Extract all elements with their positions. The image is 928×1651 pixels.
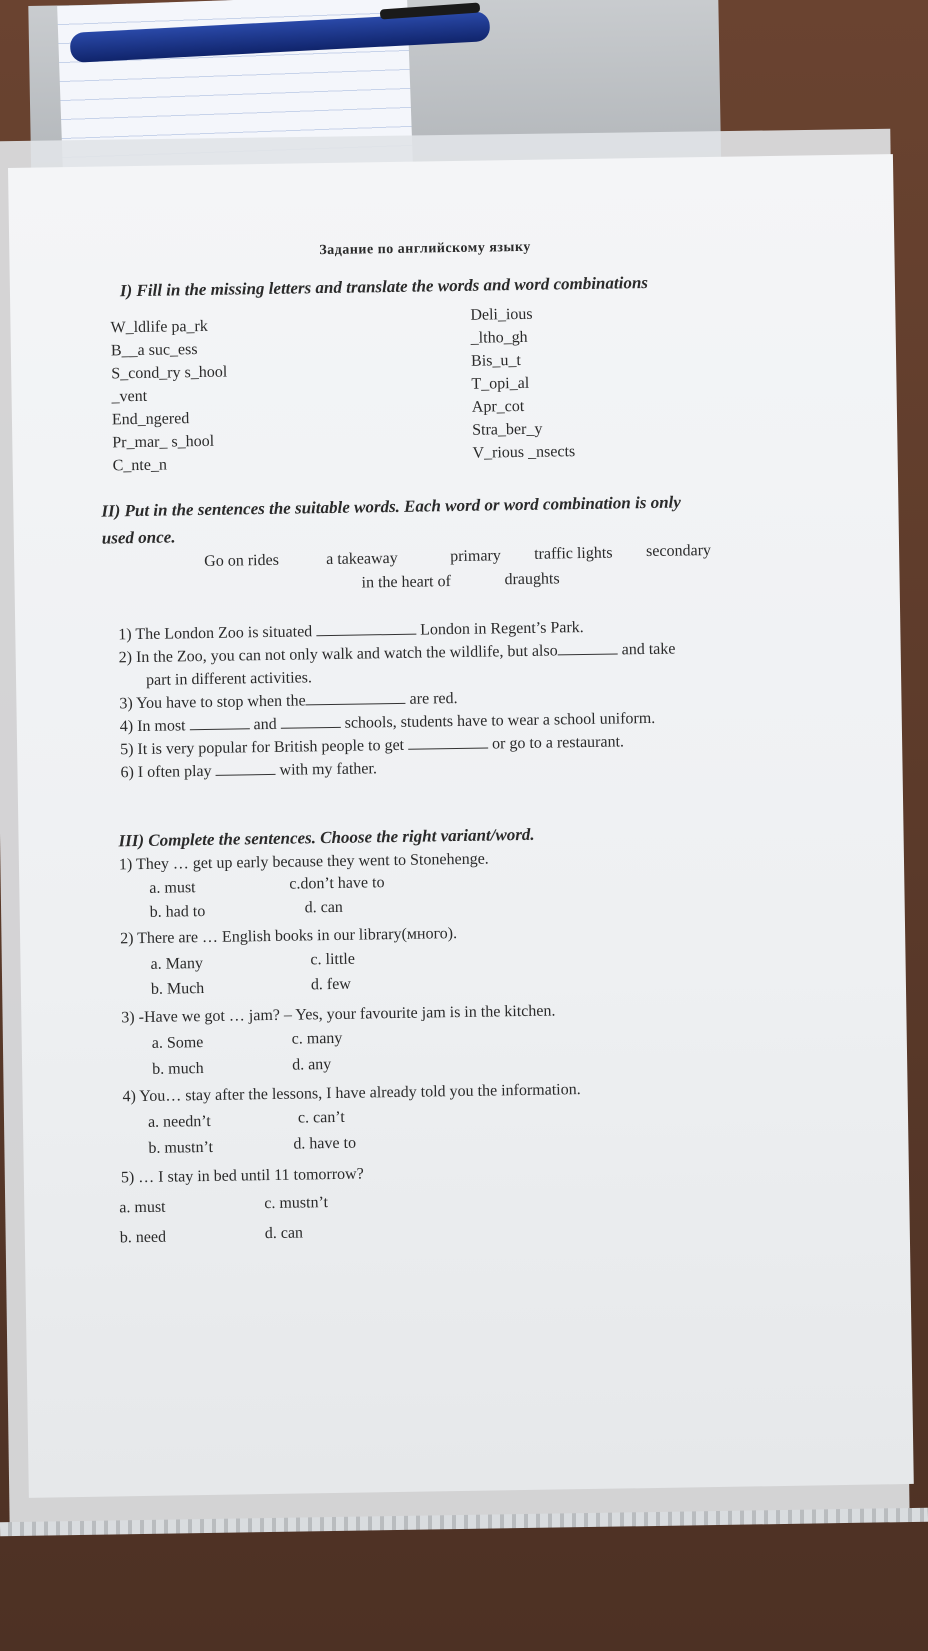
sentence-2-cont: part in different activities. [145,669,313,689]
question-5: 5) … I stay in bed until 11 tomorrow? [120,1165,364,1187]
sentence-6: 6) I often play with my father. [120,760,378,782]
section1-heading: I) Fill in the missing letters and translate the words and word combinations [119,272,649,301]
word-bank-item: traffic lights [533,544,613,563]
option-b[interactable]: b. Much [150,980,205,998]
word-left-4: _vent [111,387,148,406]
option-c[interactable]: c. can’t [297,1108,345,1127]
word-left-5: End_ngered [111,410,190,429]
word-right-4: T_opi_al [471,374,530,393]
option-d[interactable]: d. any [291,1056,332,1074]
question-1: 1) They … get up early because they went to Stonehenge. [118,850,489,874]
word-right-6: Stra_ber_y [472,420,543,439]
option-b[interactable]: b. much [152,1060,204,1078]
sentence-2: 2) In the Zoo, you can not only walk and watch the wildlife, but also and take [118,640,676,667]
option-a[interactable]: a. needn’t [147,1112,211,1131]
word-bank-item: primary [450,547,501,566]
section2-heading: II) Put in the sentences the suitable words. Each word or word combination is only [101,492,681,521]
option-a[interactable]: a. must [149,879,196,897]
option-a[interactable]: a. Some [151,1034,204,1052]
word-right-2: _ltho_gh [470,328,528,347]
option-a[interactable]: a. must [119,1198,166,1217]
word-left-6: Pr_mar_ s_hool [112,432,215,452]
option-c[interactable]: c.don’t have to [289,874,385,893]
answer-blank[interactable] [408,747,488,750]
option-d[interactable]: d. few [310,975,351,994]
section3-heading: III) Complete the sentences. Choose the right variant/word. [118,824,535,851]
answer-blank[interactable] [281,726,341,729]
option-c[interactable]: c. many [291,1029,343,1048]
word-right-5: Apr_cot [471,397,525,416]
word-bank-item: in the heart of [361,573,451,592]
word-bank-item: secondary [645,542,712,561]
word-bank-item: a takeaway [326,549,398,569]
question-3: 3) -Have we got … jam? – Yes, your favourite jam is in the kitchen. [121,1002,556,1027]
option-b[interactable]: b. had to [149,902,206,921]
answer-blank[interactable] [306,702,406,706]
word-left-1: W_ldlife pa_rk [110,317,208,337]
sentence-1: 1) The London Zoo is situated London in Regent’s Park. [118,619,584,644]
answer-blank[interactable] [216,773,276,776]
option-d[interactable]: d. can [264,1224,304,1243]
option-d[interactable]: d. have to [293,1134,357,1153]
option-a[interactable]: a. Many [150,955,204,973]
option-d[interactable]: d. can [304,898,343,917]
option-c[interactable]: c. little [310,950,356,969]
sentence-4: 4) In most and schools, students have to wear a school uniform. [119,709,656,736]
answer-blank[interactable] [558,652,618,655]
answer-blank[interactable] [316,633,416,637]
worksheet-paper [8,154,914,1498]
answer-blank[interactable] [190,727,250,730]
option-c[interactable]: c. mustn’t [264,1194,329,1213]
option-b[interactable]: b. mustn’t [148,1138,214,1157]
sentence-3: 3) You have to stop when the are red. [119,690,458,713]
sentence-5: 5) It is very popular for British people to get or go to a restaurant. [120,733,625,759]
option-b[interactable]: b. need [119,1228,167,1247]
word-right-1: Deli_ious [470,305,533,324]
page-title: Задание по английскому языку [319,239,531,259]
word-bank-item: Go on rides [204,551,279,570]
word-right-3: Bis_u_t [470,351,522,370]
question-4: 4) You… stay after the lessons, I have already told you the information. [122,1081,581,1106]
word-left-3: S_cond_ry s_hool [111,363,228,383]
word-left-7: C_nte_n [112,456,168,475]
word-right-7: V_rious _nsects [472,443,576,462]
section2-heading-cont: used once. [101,527,176,548]
word-bank-item: draughts [504,570,560,589]
word-left-2: B__a suc_ess [110,341,198,360]
question-2: 2) There are … English books in our library(много). [119,925,458,948]
